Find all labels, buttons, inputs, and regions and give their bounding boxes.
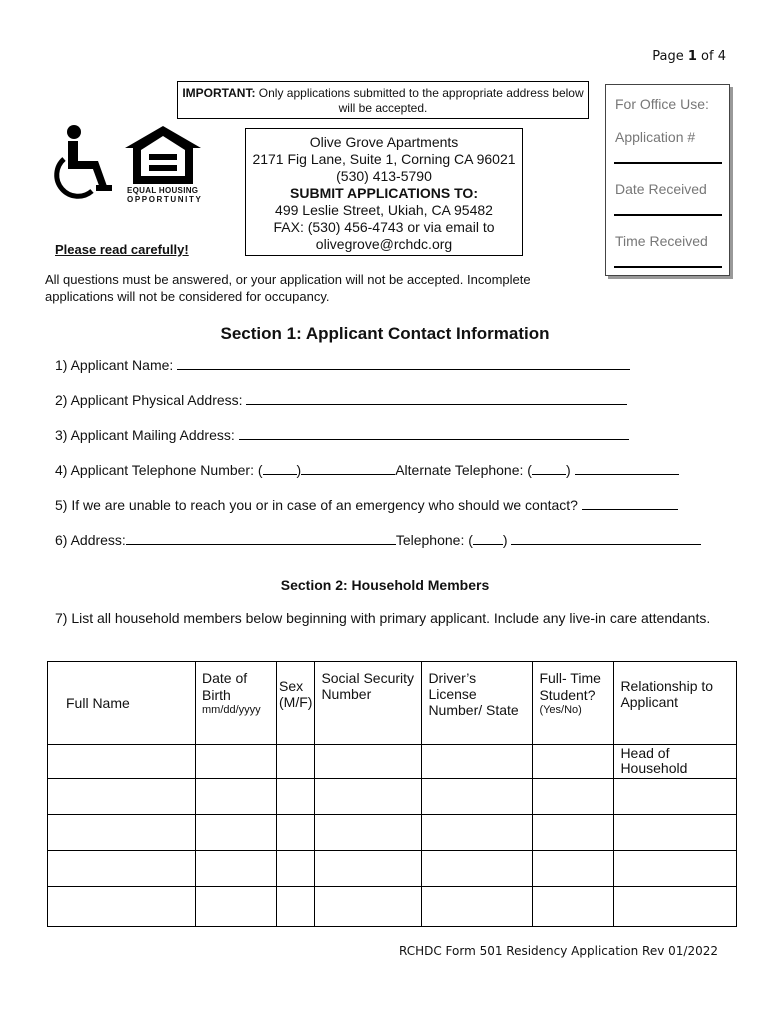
header-relationship: Relationship to Applicant [614,662,737,745]
cell-relationship: Head of Household [614,745,737,779]
property-phone: (530) 413-5790 [336,168,432,184]
header-date-of-birth: Date of Birth mm/dd/yyyy [196,662,277,745]
cell-dob[interactable] [196,745,277,779]
question-telephone: 4) Applicant Telephone Number: ( ) Alternate Telephone: ( ) [55,460,679,478]
cell-dob[interactable] [196,815,277,851]
household-members-table [47,661,737,927]
application-number-label: Application # [615,129,696,145]
cell-student[interactable] [533,815,614,851]
office-use-box [605,84,730,276]
office-use-title: For Office Use: [615,96,709,112]
cell-license[interactable] [422,815,533,851]
cell-full-name[interactable] [48,815,196,851]
header-sex: Sex (M/F) [277,662,315,745]
cell-full-name[interactable] [48,779,196,815]
important-label: IMPORTANT: [182,86,256,100]
cell-dob[interactable] [196,851,277,887]
cell-license[interactable] [422,779,533,815]
table-row [48,815,737,851]
table-row [48,745,737,779]
cell-student[interactable] [533,779,614,815]
cell-student[interactable] [533,745,614,779]
cell-ssn[interactable] [315,815,422,851]
equal-housing-house-icon [123,126,203,186]
header-ssn: Social Security Number [315,662,422,745]
table-row [48,779,737,815]
cell-dob[interactable] [196,779,277,815]
alt-phone-area-code-field[interactable] [532,460,566,475]
section1-title: Section 1: Applicant Contact Information [220,324,550,343]
page-number: Page 1 of 4 [652,49,726,64]
form-footer: RCHDC Form 501 Residency Application Rev 01/2022 [398,944,718,958]
contact-phone-field[interactable] [511,530,701,545]
cell-sex[interactable] [277,779,315,815]
emergency-contact-field[interactable] [582,495,678,510]
question-applicant-name: 1) Applicant Name: [55,355,630,373]
header-drivers-license: Driver’s License Number/ State [422,662,533,745]
cell-full-name[interactable] [48,745,196,779]
application-number-line[interactable] [614,162,722,164]
cell-relationship[interactable] [614,779,737,815]
date-received-line[interactable] [614,214,722,216]
header-full-time-student: Full- Time Student? (Yes/No) [533,662,614,745]
property-address-box [245,128,523,256]
time-received-line[interactable] [614,266,722,268]
question-emergency-contact: 5) If we are unable to reach you or in case of an emergency who should we contact? [55,495,678,513]
table-row [48,887,737,927]
important-text: Only applications submitted to the appropriate address below will be accepted. [255,86,584,115]
phone-number-field[interactable] [301,460,395,475]
physical-address-field[interactable] [246,390,627,405]
cell-license[interactable] [422,887,533,927]
important-notice [177,81,589,119]
cell-student[interactable] [533,851,614,887]
cell-full-name[interactable] [48,887,196,927]
cell-license[interactable] [422,851,533,887]
question-household-members: 7) List all household members below beginning with primary applicant. Include any live-in care attendants. [55,610,711,626]
question-physical-address: 2) Applicant Physical Address: [55,390,627,408]
property-street: 2171 Fig Lane, Suite 1, Corning CA 96021 [252,151,516,167]
contact-area-code-field[interactable] [473,530,503,545]
question-mailing-address: 3) Applicant Mailing Address: [55,425,629,443]
submit-fax: FAX: (530) 456-4743 or via email to [273,219,495,235]
cell-sex[interactable] [277,815,315,851]
applicant-name-field[interactable] [177,355,630,370]
cell-sex[interactable] [277,745,315,779]
header-full-name: Full Name [48,662,196,745]
table-row [48,851,737,887]
intro-text: All questions must be answered, or your application will not be accepted. Incomplete applications will not be considered for occupancy. [45,272,531,304]
alt-phone-number-field[interactable] [575,460,679,475]
time-received-label: Time Received [615,233,708,249]
phone-area-code-field[interactable] [263,460,297,475]
date-received-label: Date Received [615,181,707,197]
cell-ssn[interactable] [315,745,422,779]
section2-title: Section 2: Household Members [280,577,490,593]
equal-housing-text: EQUAL HOUSING OPPORTUNITY [127,186,203,204]
wheelchair-accessibility-icon [52,125,118,203]
submit-address: 499 Leslie Street, Ukiah, CA 95482 [275,202,493,218]
table-header-row [48,662,737,745]
cell-relationship[interactable] [614,887,737,927]
cell-ssn[interactable] [315,851,422,887]
cell-student[interactable] [533,887,614,927]
cell-ssn[interactable] [315,779,422,815]
cell-sex[interactable] [277,887,315,927]
please-read-carefully: Please read carefully! [55,242,189,257]
mailing-address-field[interactable] [239,425,629,440]
cell-license[interactable] [422,745,533,779]
submit-email[interactable]: olivegrove@rchdc.org [315,236,453,252]
question-contact-address: 6) Address: Telephone: ( ) [55,530,701,548]
cell-full-name[interactable] [48,851,196,887]
cell-relationship[interactable] [614,815,737,851]
contact-address-field[interactable] [126,530,396,545]
cell-ssn[interactable] [315,887,422,927]
cell-dob[interactable] [196,887,277,927]
cell-sex[interactable] [277,851,315,887]
cell-relationship[interactable] [614,851,737,887]
property-name: Olive Grove Apartments [309,134,459,150]
submit-heading: SUBMIT APPLICATIONS TO: [290,185,478,201]
